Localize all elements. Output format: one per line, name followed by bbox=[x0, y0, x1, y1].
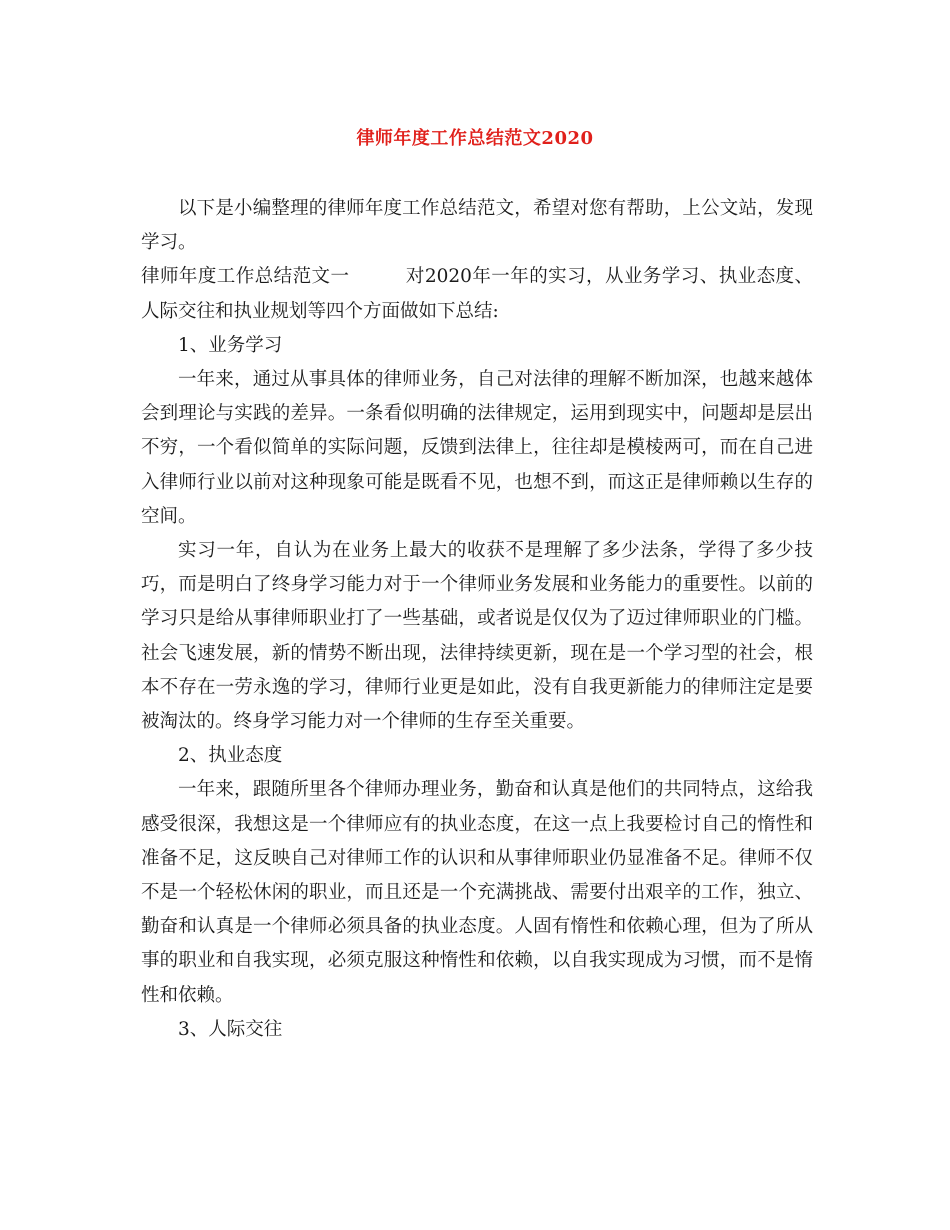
section-lead: 对2020年一年的实习，从业务学习、执业态度、人际交往和执业规划等四个方面做如下总结: bbox=[141, 266, 813, 322]
paragraph-1b: 实习一年，自认为在业务上最大的收获不是理解了多少法条，学得了多少技巧，而是明白了终身学习能力对于一个律师业务发展和业务能力的重要性。以前的学习只是给从事律师职业打了一些基础，或者说是仅仅为了迈过律师职业的门槛。社会飞速发展，新的情势不断出现，法律持续更新，现在是一个学习型的社会，根本不存在一劳永逸的学习，律师行业更是如此，没有自我更新能力的律师注定是要被淘汰的。终身学习能力对一个律师的生存至关重要。 bbox=[141, 540, 813, 733]
section-intro-paragraph bbox=[141, 260, 813, 328]
section-heading-2: 2、执业态度 bbox=[178, 745, 283, 767]
paragraph-2: 一年来，跟随所里各个律师办理业务，勤奋和认真是他们的共同特点，这给我感受很深，我想这是一个律师应有的执业态度，在这一点上我要检讨自己的惰性和准备不足，这反映自己对律师工作的认识和从事律师职业仍显准备不足。律师不仅不是一个轻松休闲的职业，而且还是一个充满挑战、需要付出艰辛的工作，独立、勤奋和认真是一个律师必须具备的执业态度。人固有惰性和依赖心理，但为了所从事的职业和自我实现，必须克服这种惰性和依赖，以自我实现成为习惯，而不是惰性和依赖。 bbox=[141, 779, 813, 1006]
paragraph-1a: 一年来，通过从事具体的律师业务，自己对法律的理解不断加深，也越来越体会到理论与实践的差异。一条看似明确的法律规定，运用到现实中，问题却是层出不穷，一个看似简单的实际问题，反馈到法律上，往往却是模棱两可，而在自己进入律师行业以前对这种现象可能是既看不见，也想不到，而这正是律师赖以生存的空间。 bbox=[141, 369, 813, 527]
document-title: 律师年度工作总结范文2020 bbox=[356, 128, 594, 149]
document-body bbox=[141, 192, 813, 1047]
section-heading-3: 3、人际交往 bbox=[178, 1018, 283, 1040]
section-label: 律师年度工作总结范文一 bbox=[141, 266, 350, 288]
intro-paragraph: 以下是小编整理的律师年度工作总结范文，希望对您有帮助，上公文站，发现学习。 bbox=[141, 198, 813, 254]
section-heading-1: 1、业务学习 bbox=[178, 334, 283, 356]
